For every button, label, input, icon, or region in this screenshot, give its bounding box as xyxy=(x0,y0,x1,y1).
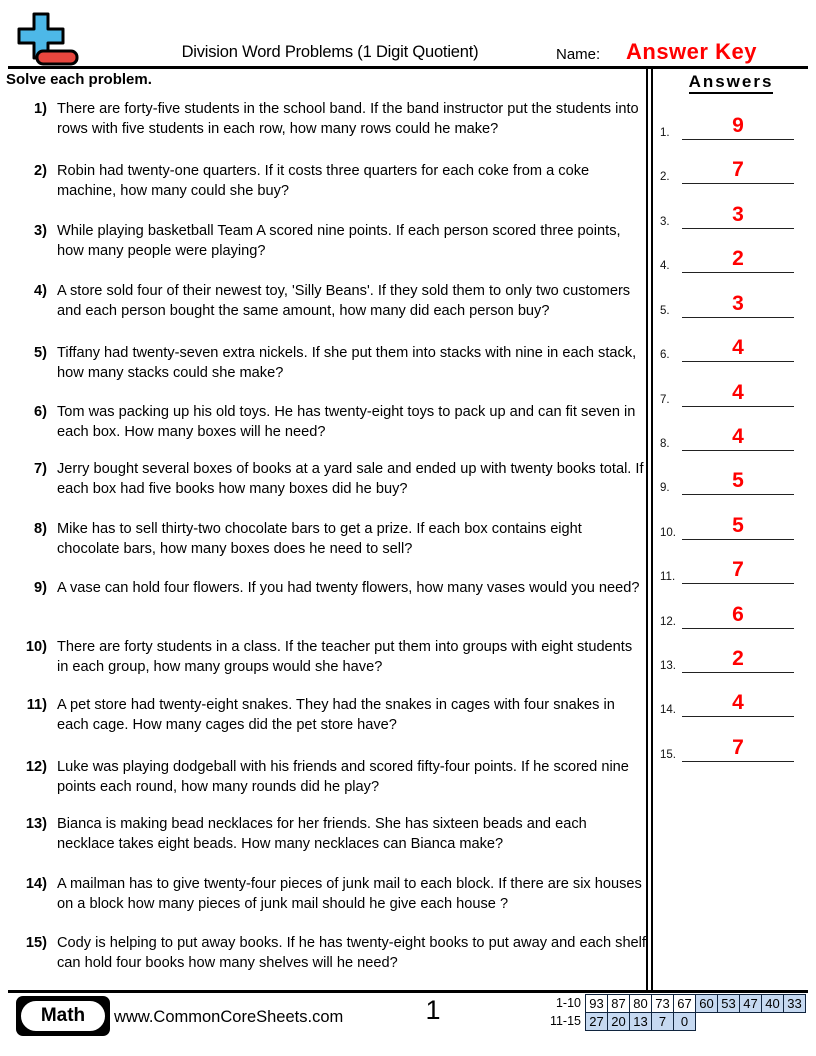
answer-blank-line xyxy=(682,557,794,584)
problem-number: 4) xyxy=(34,283,47,299)
answer-number: 8. xyxy=(660,438,670,450)
answer-number: 1. xyxy=(660,127,670,139)
problem-text: A store sold four of their newest toy, 'Silly Beans'. If they sold them to only two customers and each person bought the same amount, how many did each person buy? xyxy=(57,283,631,319)
problem-text: There are forty-five students in the school band. If the band instructor put the students into rows with five students in each row, how many rows could he make? xyxy=(57,101,639,137)
problem-number: 9) xyxy=(34,580,47,596)
answer-row-2 xyxy=(660,156,800,184)
answer-row-13 xyxy=(660,645,800,673)
problem-text: Luke was playing dodgeball with his friends and scored fifty-four points. If he scored nine points each round, how many rounds did he play? xyxy=(57,759,629,795)
score-cell: 40 xyxy=(761,994,784,1013)
minus-icon xyxy=(37,51,77,64)
answer-number: 4. xyxy=(660,260,670,272)
problem-text: Mike has to sell thirty-two chocolate bars to get a prize. If each box contains eight chocolate bars, how many boxes does he need to sell? xyxy=(57,521,582,557)
answer-blank-line xyxy=(682,646,794,673)
answer-blank-line xyxy=(682,690,794,717)
answer-number: 7. xyxy=(660,394,670,406)
answer-row-8 xyxy=(660,423,800,451)
answer-blank-line xyxy=(682,157,794,184)
footer-divider xyxy=(8,990,808,993)
answer-blank-line xyxy=(682,468,794,495)
answer-value: 4 xyxy=(732,425,744,448)
answer-value: 7 xyxy=(732,158,744,181)
answer-value: 6 xyxy=(732,603,744,626)
answer-row-6 xyxy=(660,334,800,362)
answer-row-10 xyxy=(660,512,800,540)
answer-value: 3 xyxy=(732,292,744,315)
answer-blank-line xyxy=(682,202,794,229)
score-cell: 80 xyxy=(629,994,652,1013)
answer-row-12 xyxy=(660,601,800,629)
answer-row-1 xyxy=(660,112,800,140)
score-row-1-10 xyxy=(527,994,806,1013)
answer-number: 11. xyxy=(660,571,676,583)
answer-row-7 xyxy=(660,379,800,407)
problem-text: A pet store had twenty-eight snakes. They had the snakes in cages with four snakes in each cage. How many cages did the pet store have? xyxy=(57,697,615,733)
name-value-answer-key: Answer Key xyxy=(626,39,757,64)
problem-item-2 xyxy=(0,161,650,201)
header-divider xyxy=(8,66,808,69)
answer-value: 4 xyxy=(732,336,744,359)
score-cell: 13 xyxy=(629,1012,652,1031)
problem-text: Robin had twenty-one quarters. If it costs three quarters for each coke from a coke machine, how many could she buy? xyxy=(57,163,590,199)
answer-value: 3 xyxy=(732,203,744,226)
answer-row-9 xyxy=(660,467,800,495)
problem-number: 15) xyxy=(25,935,47,951)
problem-number: 8) xyxy=(34,521,47,537)
problem-item-6 xyxy=(0,402,650,442)
answer-number: 9. xyxy=(660,482,670,494)
website-url: www.CommonCoreSheets.com xyxy=(114,1008,344,1026)
problem-item-5 xyxy=(0,343,650,383)
subject-badge-label: Math xyxy=(19,999,107,1033)
score-cell: 47 xyxy=(739,994,762,1013)
page-number: 1 xyxy=(425,995,441,1025)
problem-item-10 xyxy=(0,637,650,677)
answer-blank-line xyxy=(682,602,794,629)
answer-number: 5. xyxy=(660,305,670,317)
score-cell: 0 xyxy=(673,1012,696,1031)
problem-number: 2) xyxy=(34,163,47,179)
answer-blank-line xyxy=(682,335,794,362)
page-title: Division Word Problems (1 Digit Quotient) xyxy=(181,43,479,61)
score-cell: 7 xyxy=(651,1012,674,1031)
score-cell: 27 xyxy=(585,1012,608,1031)
problem-number: 5) xyxy=(34,345,47,361)
problem-item-14 xyxy=(0,874,650,914)
problem-text: Tom was packing up his old toys. He has twenty-eight toys to pack up and can fit seven in each box. How many boxes will he need? xyxy=(57,404,636,440)
score-row-11-15 xyxy=(527,1012,806,1031)
problem-item-15 xyxy=(0,933,650,973)
problem-text: Tiffany had twenty-seven extra nickels. If she put them into stacks with nine in each stack, how many stacks could she make? xyxy=(57,345,637,381)
problem-item-4 xyxy=(0,281,650,321)
answer-value: 4 xyxy=(732,691,744,714)
problem-item-12 xyxy=(0,757,650,797)
answer-value: 2 xyxy=(732,247,744,270)
answer-blank-line xyxy=(682,113,794,140)
problem-item-8 xyxy=(0,519,650,559)
answer-blank-line xyxy=(682,424,794,451)
subject-badge xyxy=(16,996,110,1036)
answers-column-divider xyxy=(646,66,653,992)
problem-item-11 xyxy=(0,695,650,735)
answer-blank-line xyxy=(682,380,794,407)
name-label: Name: xyxy=(556,46,601,63)
problem-item-1 xyxy=(0,99,650,139)
problem-text: Jerry bought several boxes of books at a yard sale and ended up with twenty books total. If each box had five books how many boxes did he buy? xyxy=(57,461,644,497)
problem-number: 10) xyxy=(25,639,47,655)
answer-number: 12. xyxy=(660,616,676,628)
answer-number: 2. xyxy=(660,171,670,183)
answers-heading: Answers xyxy=(656,72,806,92)
problem-text: While playing basketball Team A scored nine points. If each person scored three points, how many people were playing? xyxy=(57,223,621,259)
answer-value: 2 xyxy=(732,647,744,670)
score-table xyxy=(527,994,806,1031)
answer-number: 15. xyxy=(660,749,676,761)
answer-value: 5 xyxy=(732,469,744,492)
score-cell: 33 xyxy=(783,994,806,1013)
score-cell: 67 xyxy=(673,994,696,1013)
score-cell: 87 xyxy=(607,994,630,1013)
answer-row-5 xyxy=(660,290,800,318)
answer-blank-line xyxy=(682,735,794,762)
problem-number: 12) xyxy=(25,759,47,775)
score-cell: 53 xyxy=(717,994,740,1013)
problem-number: 3) xyxy=(34,223,47,239)
answer-value: 5 xyxy=(732,514,744,537)
score-cell: 20 xyxy=(607,1012,630,1031)
problem-item-13 xyxy=(0,814,650,854)
problem-text: A mailman has to give twenty-four pieces of junk mail to each block. If there are six houses on a block how many pieces of junk mail should he give each house ? xyxy=(57,876,642,912)
score-cell: 73 xyxy=(651,994,674,1013)
answer-value: 9 xyxy=(732,114,744,137)
problem-item-7 xyxy=(0,459,650,499)
answer-value: 4 xyxy=(732,381,744,404)
problem-item-3 xyxy=(0,221,650,261)
answer-row-3 xyxy=(660,201,800,229)
problem-number: 1) xyxy=(34,101,47,117)
answer-number: 13. xyxy=(660,660,676,672)
problem-text: There are forty students in a class. If the teacher put them into groups with eight students in each group, how many groups would she have? xyxy=(57,639,633,675)
problem-item-9 xyxy=(0,578,650,598)
score-row-label: 11-15 xyxy=(549,1014,581,1028)
problem-text: Cody is helping to put away books. If he has twenty-eight books to put away and each shelf can hold four books how many shelves will he need? xyxy=(57,935,646,971)
answer-blank-line xyxy=(682,246,794,273)
answer-value: 7 xyxy=(732,558,744,581)
answer-row-14 xyxy=(660,689,800,717)
plus-minus-logo-icon xyxy=(16,11,80,68)
answer-blank-line xyxy=(682,513,794,540)
answer-number: 14. xyxy=(660,704,676,716)
answer-row-11 xyxy=(660,556,800,584)
answer-number: 6. xyxy=(660,349,670,361)
problem-number: 13) xyxy=(25,816,47,832)
answer-value: 7 xyxy=(732,736,744,759)
answer-row-4 xyxy=(660,245,800,273)
score-cell: 93 xyxy=(585,994,608,1013)
answer-blank-line xyxy=(682,291,794,318)
problem-text: Bianca is making bead necklaces for her friends. She has sixteen beads and each necklace takes eight beads. How many necklaces can Bianca make? xyxy=(57,816,587,852)
score-cell: 60 xyxy=(695,994,718,1013)
problem-number: 7) xyxy=(34,461,47,477)
answer-row-15 xyxy=(660,734,800,762)
problem-text: A vase can hold four flowers. If you had twenty flowers, how many vases would you need? xyxy=(57,580,640,596)
answer-number: 10. xyxy=(660,527,676,539)
problem-number: 11) xyxy=(26,697,47,713)
instruction-text: Solve each problem. xyxy=(6,71,152,88)
answer-number: 3. xyxy=(660,216,670,228)
problem-number: 6) xyxy=(34,404,47,420)
problem-number: 14) xyxy=(25,876,47,892)
score-row-label: 1-10 xyxy=(555,996,581,1010)
